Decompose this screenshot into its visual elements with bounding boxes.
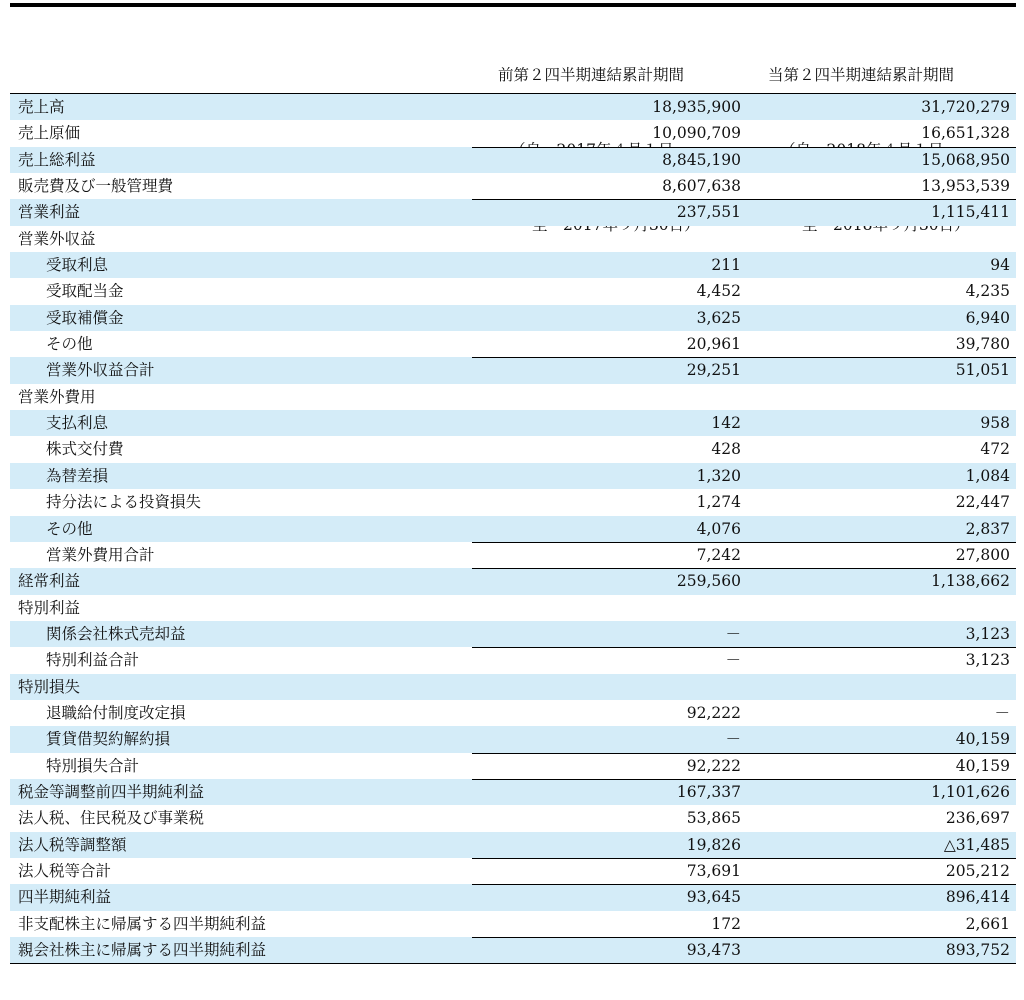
row-label: 営業外費用 (18, 387, 96, 406)
bottom-rule (10, 963, 1016, 964)
table-row (10, 120, 1016, 146)
row-label: 営業利益 (18, 203, 81, 222)
income-statement-table (10, 3, 1016, 964)
value-previous-period: 1,274 (696, 493, 741, 512)
value-current-period: 27,800 (955, 545, 1010, 564)
table-row (10, 384, 1016, 410)
row-label: 法人税等合計 (18, 861, 112, 880)
table-row (10, 832, 1016, 858)
value-previous-period: 428 (711, 440, 741, 459)
table-row (10, 753, 1016, 779)
table-row (10, 568, 1016, 594)
value-previous-period: 4,076 (696, 519, 741, 538)
row-label: その他 (46, 335, 93, 354)
row-label: 税金等調整前四半期純利益 (18, 782, 205, 801)
table-row (10, 305, 1016, 331)
value-previous-period: 19,826 (686, 835, 741, 854)
value-current-period: 31,720,279 (921, 98, 1010, 116)
row-label: 退職給付制度改定損 (46, 703, 186, 722)
row-label: 支払利息 (46, 414, 109, 433)
table-row (10, 147, 1016, 173)
value-previous-period: 53,865 (686, 809, 741, 828)
value-current-period: 40,159 (955, 756, 1010, 775)
header-prev-title: 前第２四半期連結累計期間 (498, 66, 685, 84)
table-row (10, 858, 1016, 884)
row-label: 法人税、住民税及び事業税 (18, 809, 205, 828)
row-label: 経常利益 (18, 572, 81, 591)
value-current-period: 6,940 (965, 308, 1010, 327)
table-row (10, 173, 1016, 199)
value-current-period: 472 (980, 440, 1010, 459)
row-label: 売上高 (18, 98, 65, 116)
row-label: 株式交付費 (46, 440, 124, 459)
subtotal-rule-prev (472, 647, 746, 648)
table-row (10, 884, 1016, 910)
row-label: 受取補償金 (46, 308, 124, 327)
row-label: 賃貸借契約解約損 (46, 730, 171, 749)
table-row (10, 542, 1016, 568)
value-current-period: 1,101,626 (931, 782, 1010, 801)
value-current-period: 3,123 (965, 624, 1010, 643)
value-previous-period: 8,607,638 (662, 177, 741, 196)
value-current-period: 1,084 (965, 466, 1010, 485)
value-previous-period: 10,090,709 (652, 124, 741, 143)
value-previous-period: 4,452 (696, 282, 741, 301)
row-label: 親会社株主に帰属する四半期純利益 (18, 941, 267, 959)
table-row (10, 621, 1016, 647)
row-label: 受取利息 (46, 256, 109, 275)
table-row (10, 436, 1016, 462)
value-previous-period: 20,961 (686, 335, 741, 354)
value-current-period: 2,661 (965, 914, 1010, 933)
value-previous-period: 1,320 (696, 466, 741, 485)
value-previous-period: 92,222 (686, 756, 741, 775)
value-previous-period: 73,691 (686, 861, 741, 880)
row-label: 販売費及び一般管理費 (18, 177, 174, 196)
value-current-period: 896,414 (945, 888, 1010, 907)
row-label: 売上総利益 (18, 150, 96, 169)
value-previous-period: 18,935,900 (652, 98, 741, 116)
value-current-period: － (994, 703, 1010, 722)
row-label: その他 (46, 519, 93, 538)
table-row (10, 199, 1016, 225)
row-label: 特別損失合計 (46, 756, 140, 775)
value-previous-period: 93,473 (686, 941, 741, 959)
value-previous-period: － (725, 624, 741, 643)
table-row (10, 516, 1016, 542)
value-current-period: 13,953,539 (921, 177, 1010, 196)
value-current-period: 205,212 (945, 861, 1010, 880)
value-previous-period: 211 (711, 256, 741, 275)
table-row (10, 595, 1016, 621)
row-label: 非支配株主に帰属する四半期純利益 (18, 914, 267, 933)
value-previous-period: 259,560 (676, 572, 741, 591)
table-body (10, 94, 1016, 963)
row-label: 四半期純利益 (18, 888, 112, 907)
table-row (10, 252, 1016, 278)
header-curr-title: 当第２四半期連結累計期間 (768, 66, 955, 84)
value-previous-period: 29,251 (686, 361, 741, 380)
row-label: 関係会社株式売却益 (46, 624, 186, 643)
table-row (10, 805, 1016, 831)
table-row (10, 357, 1016, 383)
table-row (10, 463, 1016, 489)
table-row (10, 726, 1016, 752)
value-previous-period: 167,337 (676, 782, 741, 801)
row-label: 為替差損 (46, 466, 109, 485)
row-label: 持分法による投資損失 (46, 493, 202, 512)
table-row (10, 911, 1016, 937)
row-label: 営業外費用合計 (46, 545, 155, 564)
value-previous-period: 92,222 (686, 703, 741, 722)
value-previous-period: 7,242 (696, 545, 741, 564)
value-current-period: △31,485 (943, 835, 1010, 854)
row-label: 法人税等調整額 (18, 835, 127, 854)
row-label: 特別利益 (18, 598, 81, 617)
row-label: 特別損失 (18, 677, 81, 696)
value-current-period: 236,697 (945, 809, 1010, 828)
value-current-period: 2,837 (965, 519, 1010, 538)
row-label: 営業外収益 (18, 229, 96, 248)
value-current-period: 893,752 (945, 941, 1010, 959)
value-previous-period: 172 (711, 914, 741, 933)
table-row (10, 779, 1016, 805)
table-header (10, 7, 1016, 94)
value-current-period: 15,068,950 (921, 150, 1010, 169)
value-current-period: 4,235 (965, 282, 1010, 301)
value-previous-period: 237,551 (676, 203, 741, 222)
table-row (10, 937, 1016, 963)
value-current-period: 1,138,662 (931, 572, 1010, 591)
row-label: 営業外収益合計 (46, 361, 155, 380)
value-current-period: 94 (990, 256, 1010, 275)
table-row (10, 278, 1016, 304)
value-previous-period: 8,845,190 (662, 150, 741, 169)
value-current-period: 40,159 (955, 730, 1010, 749)
value-previous-period: － (725, 730, 741, 749)
value-previous-period: 3,625 (696, 308, 741, 327)
value-previous-period: － (725, 651, 741, 670)
value-current-period: 51,051 (955, 361, 1010, 380)
table-row (10, 410, 1016, 436)
table-row (10, 700, 1016, 726)
row-label: 特別利益合計 (46, 651, 140, 670)
value-current-period: 3,123 (965, 651, 1010, 670)
row-label: 売上原価 (18, 124, 81, 143)
table-row (10, 94, 1016, 120)
table-row (10, 331, 1016, 357)
table-row (10, 647, 1016, 673)
table-row (10, 226, 1016, 252)
value-previous-period: 93,645 (686, 888, 741, 907)
table-row (10, 674, 1016, 700)
value-current-period: 1,115,411 (931, 203, 1010, 222)
value-current-period: 22,447 (955, 493, 1010, 512)
row-label: 受取配当金 (46, 282, 124, 301)
value-current-period: 39,780 (955, 335, 1010, 354)
table-row (10, 489, 1016, 515)
value-current-period: 958 (980, 414, 1010, 433)
value-current-period: 16,651,328 (921, 124, 1010, 143)
value-previous-period: 142 (711, 414, 741, 433)
